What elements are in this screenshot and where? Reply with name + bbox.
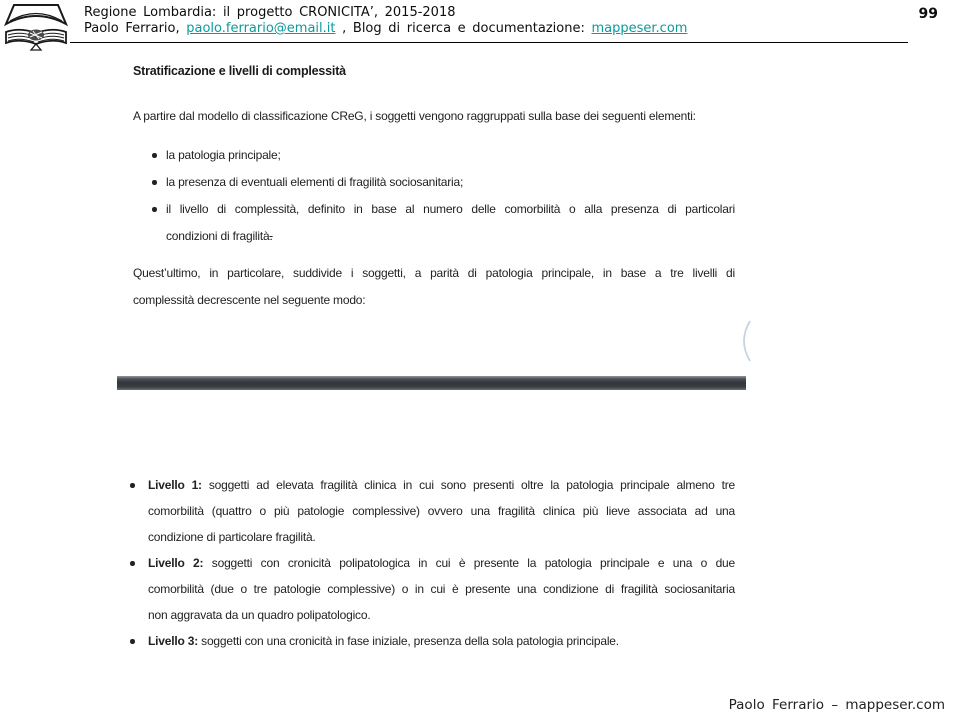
bullet-text: condizioni di fragilità <box>166 229 270 243</box>
header-mid-text: , Blog di ricerca e documentazione: <box>335 21 592 36</box>
level-label: Livello 1: <box>148 478 202 492</box>
level-line <box>148 550 735 576</box>
level-line <box>148 472 735 498</box>
bullet-text-continued <box>166 223 735 250</box>
intro-paragraph: A partire dal modello di classificazione CReG, i soggetti vengono raggruppati sulla base dei seguenti elementi: <box>133 109 696 123</box>
level-text: soggetti ad elevata fragilità clinica in cui sono presenti oltre la patologia principale almeno tre <box>208 478 735 492</box>
level-line: non aggravata da un quadro polipatologico. <box>148 608 371 622</box>
bullet-icon <box>130 561 135 566</box>
email-link[interactable]: paolo.ferrario@email.it <box>186 21 336 36</box>
level-label: Livello 3: <box>148 634 199 648</box>
level-line: comorbilità (due o tre patologie complessive) o in cui è presente una condizione di fragilità sociosanitaria <box>148 582 735 596</box>
list-item <box>130 550 735 628</box>
level-text: soggetti con cronicità polipatologica in cui è presente la patologia principale e una o due <box>211 556 736 570</box>
level-line <box>148 628 735 654</box>
header-divider-line <box>70 42 908 43</box>
level-line: comorbilità (quattro o più patologie complessive) ovvero una fragilità clinica più lieve associata ad una <box>148 504 735 518</box>
level-line: condizione di particolare fragilità. <box>148 530 316 544</box>
paragraph-line: Quest’ultimo, in particolare, suddivide i soggetti, a parità di patologia principale, in base a tre livelli di <box>133 266 735 280</box>
header-title-line <box>84 5 687 21</box>
paragraph-line: complessità decrescente nel seguente modo: <box>133 293 366 307</box>
list-item <box>152 142 735 169</box>
struck-period: . <box>269 229 273 243</box>
list-item <box>130 472 735 550</box>
list-item <box>130 628 735 654</box>
open-book-handshake-logo-icon <box>4 2 68 52</box>
bullet-icon <box>130 639 135 644</box>
elements-bullet-list <box>152 142 735 250</box>
arc-artifact-icon <box>734 319 758 363</box>
bullet-icon <box>130 483 135 488</box>
header-author-line <box>84 21 687 37</box>
bullet-icon <box>152 153 157 158</box>
bullet-icon <box>152 180 157 185</box>
section-title: Stratificazione e livelli di complessità <box>133 64 346 78</box>
list-item <box>152 196 735 250</box>
page-number: 99 <box>918 6 938 22</box>
bullet-text: il livello di complessità, definito in base al numero delle comorbilità o alla presenza di particolari <box>166 202 735 216</box>
levels-bullet-list <box>130 472 735 654</box>
divider-bar <box>117 376 746 390</box>
list-item <box>152 169 735 196</box>
bullet-text: la presenza di eventuali elementi di fragilità sociosanitaria; <box>166 175 464 189</box>
blog-link[interactable]: mappeser.com <box>591 21 688 36</box>
bullet-icon <box>152 207 157 212</box>
footer-credit: Paolo Ferrario – mappeser.com <box>728 697 945 713</box>
level-text: soggetti con una cronicità in fase iniziale, presenza della sola patologia principale. <box>201 634 619 648</box>
bullet-text: la patologia principale; <box>166 148 281 162</box>
header-title: Regione Lombardia: il progetto CRONICITA’, 2015-2018 <box>84 5 456 20</box>
header-author-prefix: Paolo Ferrario, <box>84 21 187 36</box>
header-text <box>84 5 687 37</box>
level-label: Livello 2: <box>148 556 204 570</box>
levels-intro-paragraph <box>133 260 735 314</box>
